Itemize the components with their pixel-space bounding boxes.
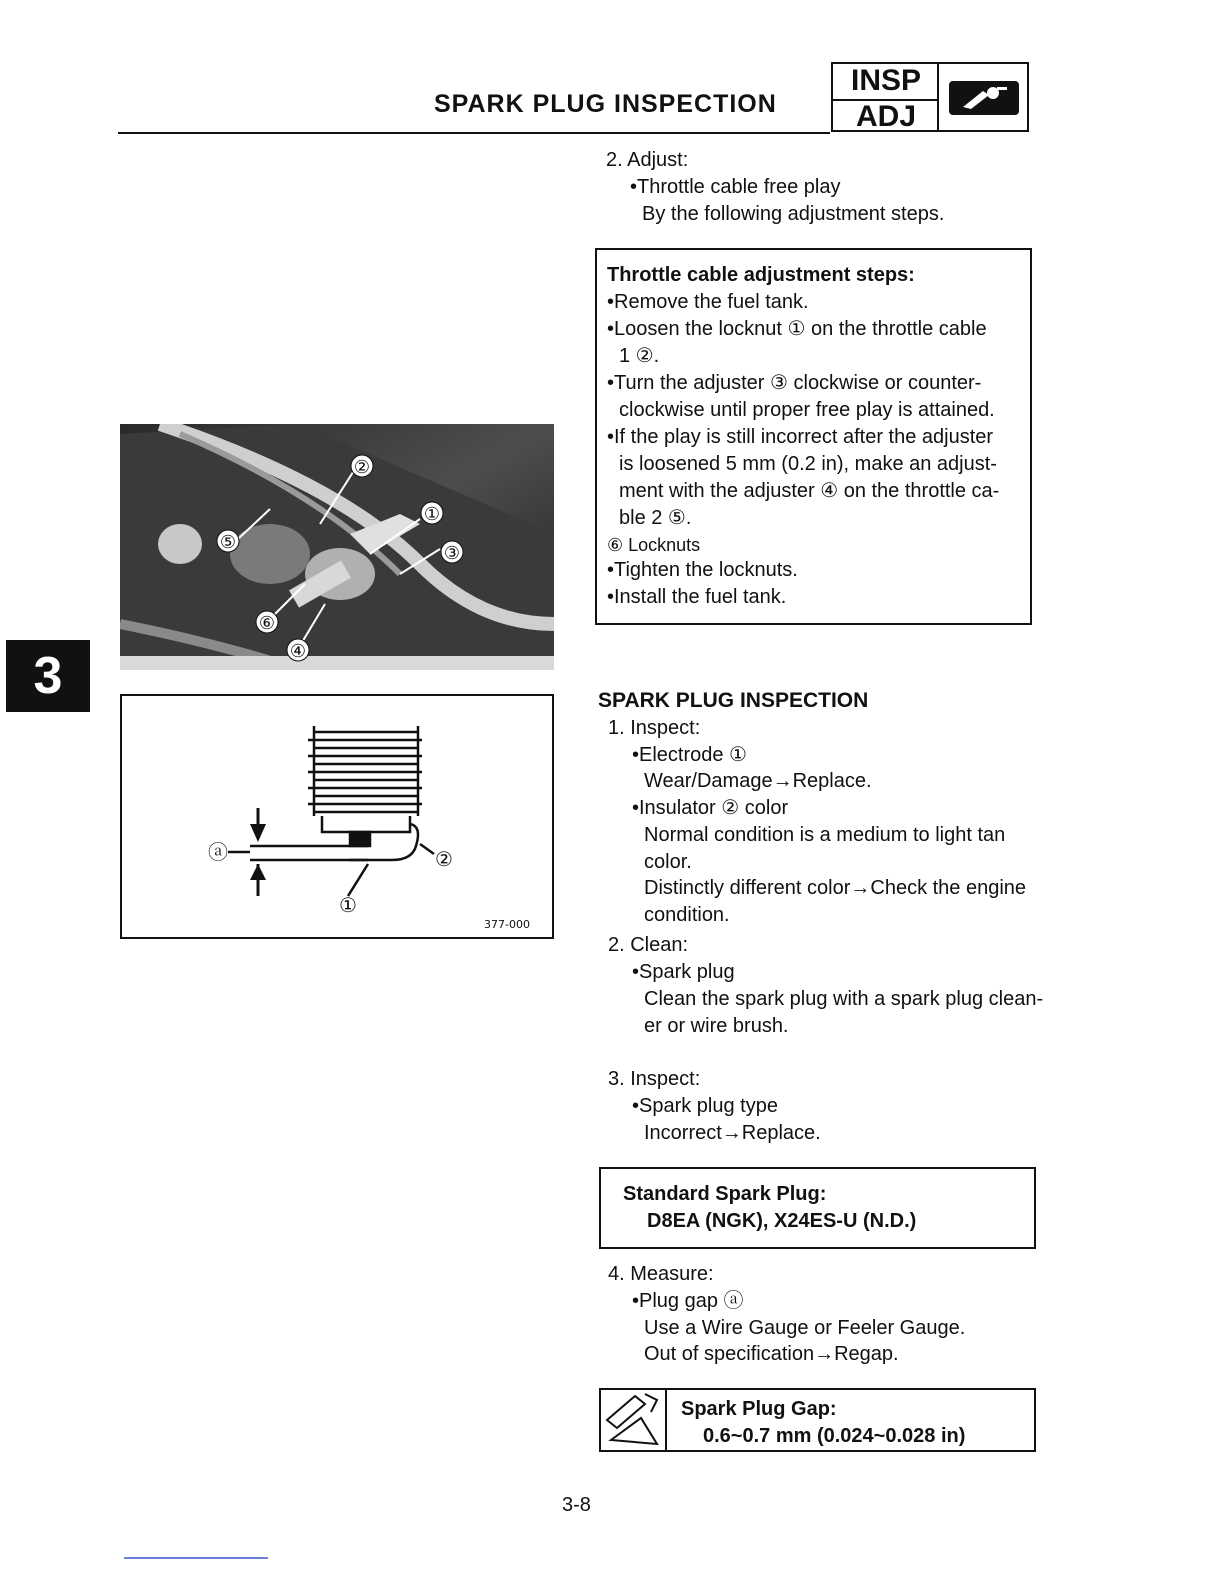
throttle-box-title: Throttle cable adjustment steps: — [607, 264, 915, 286]
gap-box-value: 0.6~0.7 mm (0.024~0.028 in) — [703, 1425, 966, 1447]
photo-callout: ③ — [443, 543, 461, 564]
section-title: SPARK PLUG INSPECTION — [598, 689, 869, 712]
standard-spark-plug-box — [599, 1167, 1036, 1249]
throttle-line: •Turn the adjuster ③ clockwise or counter- — [607, 372, 982, 394]
step-1-item: •Insulator ② color — [632, 797, 789, 819]
badge-divider — [937, 64, 939, 130]
throttle-line: •Install the fuel tank. — [607, 586, 787, 608]
throttle-line: clockwise until proper free play is attained. — [619, 399, 995, 421]
throttle-line: •Tighten the locknuts. — [607, 559, 798, 581]
photo-callout: ④ — [289, 641, 307, 662]
step-3-item: Incorrect→Replace. — [644, 1122, 821, 1144]
throttle-line: •If the play is still incorrect after the adjuster — [607, 426, 994, 448]
insp-adj-badge — [831, 62, 1029, 132]
throttle-cable-photo — [120, 424, 554, 670]
step-1-item: Normal condition is a medium to light tan — [644, 824, 1006, 846]
step-3-item: •Spark plug type — [632, 1095, 778, 1117]
throttle-line: ble 2 ⑤. — [619, 507, 692, 529]
throttle-line: ⑥ Locknuts — [607, 535, 701, 555]
throttle-line: is loosened 5 mm (0.2 in), make an adjust- — [619, 453, 997, 475]
diagram-label-1: ① — [339, 893, 357, 917]
header-rule — [118, 132, 830, 134]
diagram-code: 377-000 — [484, 918, 530, 931]
step-2-item: •Spark plug — [632, 961, 735, 983]
page-header-title: SPARK PLUG INSPECTION — [434, 90, 777, 118]
step-4-item: Use a Wire Gauge or Feeler Gauge. — [644, 1317, 966, 1339]
diagram-label-2: ② — [435, 847, 453, 871]
throttle-line: ment with the adjuster ④ on the throttle ca- — [619, 480, 1000, 502]
step-2: 2. Clean: — [608, 934, 689, 956]
throttle-line: •Remove the fuel tank. — [607, 291, 809, 313]
step-1-item: color. — [644, 851, 692, 873]
step-4-item: Out of specification→Regap. — [644, 1343, 899, 1365]
adjust-item: •Throttle cable free play — [630, 176, 841, 198]
step-4-item: •Plug gap ⓐ — [632, 1290, 744, 1312]
gap-box-title: Spark Plug Gap: — [681, 1398, 837, 1420]
photo-callout: ① — [423, 504, 441, 525]
photo-callout: ⑤ — [219, 532, 237, 553]
spark-plug-gap-box — [599, 1388, 1036, 1452]
badge-adj: ADJ — [833, 99, 939, 133]
spark-plug-gap-diagram — [120, 694, 554, 939]
adjust-note: By the following adjustment steps. — [642, 203, 945, 225]
step-1-item: condition. — [644, 904, 730, 926]
step-1-item: Distinctly different color→Check the engine — [644, 877, 1027, 899]
step-1: 1. Inspect: — [608, 717, 701, 739]
step-1-item: •Electrode ① — [632, 744, 747, 766]
photo-callout: ⑥ — [258, 613, 276, 634]
step-2-item: er or wire brush. — [644, 1015, 789, 1037]
footer-line — [124, 1557, 268, 1559]
std-box-title: Standard Spark Plug: — [623, 1183, 827, 1205]
step-1-item: Wear/Damage→Replace. — [644, 770, 872, 792]
feeler-gauge-icon — [601, 1390, 667, 1450]
throttle-line: 1 ②. — [619, 345, 660, 367]
photo-callout: ② — [353, 457, 371, 478]
page-number: 3-8 — [562, 1494, 591, 1516]
badge-insp: INSP — [850, 64, 922, 97]
step-2-item: Clean the spark plug with a spark plug clean- — [644, 988, 1044, 1010]
wrench-icon — [949, 81, 1019, 115]
step-3: 3. Inspect: — [608, 1068, 701, 1090]
throttle-line: •Loosen the locknut ① on the throttle cable — [607, 318, 987, 340]
std-box-value: D8EA (NGK), X24ES-U (N.D.) — [647, 1210, 917, 1232]
throttle-adjustment-box — [595, 248, 1032, 625]
adjust-step: 2. Adjust: — [606, 149, 689, 171]
step-4: 4. Measure: — [608, 1263, 714, 1285]
chapter-tab: 3 — [6, 640, 90, 712]
diagram-label-a: ⓐ — [208, 840, 228, 864]
